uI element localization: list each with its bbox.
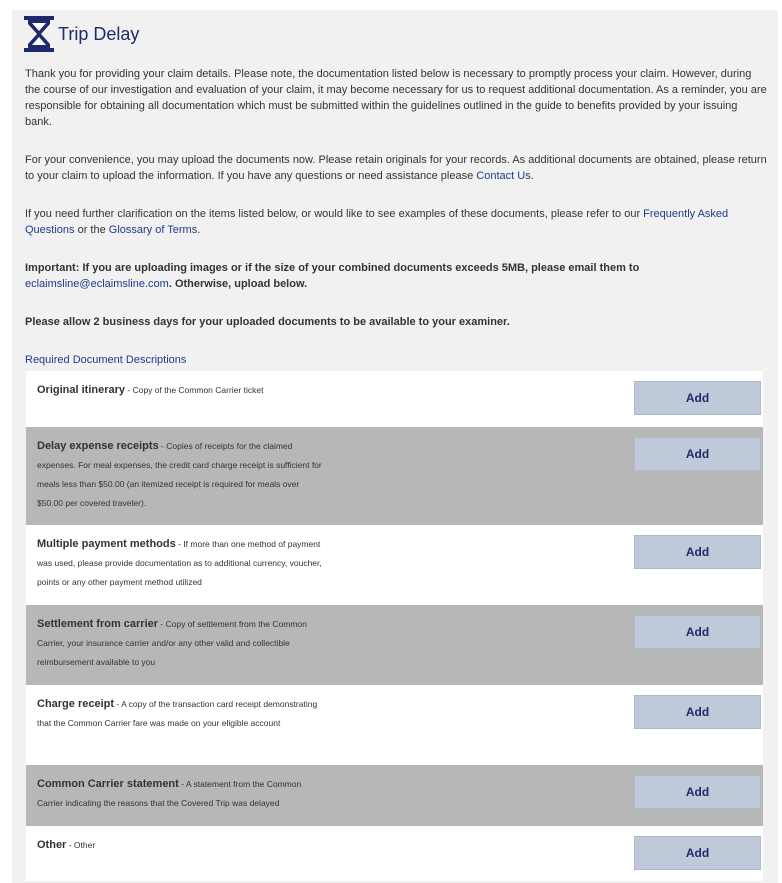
document-row: Delay expense receipts - Copies of receipts for the claimed expenses. For meal expenses, the credit card charge receipt is sufficient for meals less than $50.00 (an itemized receipt is required for meals over $50.00 per covered traveler). Add [26,427,763,525]
document-row: Common Carrier statement - A statement from the Common Carrier indicating the reasons that the Covered Trip was delayed Add [26,765,763,826]
contact-us-link[interactable]: Contact Us [476,170,531,182]
document-list [26,371,763,881]
add-common-carrier-statement-button[interactable]: Add [634,775,761,809]
document-row: Settlement from carrier - Copy of settlement from the Common Carrier, your insurance carrier and/or any other valid and collectible reimbursement available to you Add [26,605,763,685]
clarification-paragraph: If you need further clarification on the items listed below, or would like to see examples of these documents, please refer to our Frequently Asked Questions or the Glossary of Terms. [25,208,729,236]
add-multiple-payment-methods-button[interactable]: Add [634,535,761,569]
required-docs-link[interactable]: Required Document Descriptions [25,354,187,366]
intro-paragraph: Thank you for providing your claim details. Please note, the documentation listed below is necessary to promptly process your claim. However, during the course of our investigation and evaluation of your claim, it may become necessary for us to request additional documentation. As a reminder, you are responsible for obtaining all documentation which must be submitted within the guidelines outlined in the guide to benefits provided by your issuing bank. [25,68,767,128]
document-row: Other - Other Add [26,826,763,881]
glossary-link[interactable]: Glossary of Terms [108,224,198,236]
document-row: Charge receipt - A copy of the transaction card receipt demonstrating that the Common Carrier fare was made on your eligible account Add [26,685,763,765]
add-settlement-from-carrier-button[interactable]: Add [634,615,761,649]
page-title: Trip Delay [58,23,140,44]
faq-link[interactable]: Frequently Asked Questions [25,208,729,236]
add-charge-receipt-button[interactable]: Add [634,695,761,729]
add-delay-expense-receipts-button[interactable]: Add [634,437,761,471]
upload-paragraph: For your convenience, you may upload the documents now. Please retain originals for your records. As additional documents are obtained, please return to your claim to upload the information. If you have any questions or need assistance please Contact Us. [25,154,767,182]
document-row: Original itinerary - Copy of the Common Carrier ticket Add [26,371,763,427]
hourglass-icon [24,16,54,52]
add-other-button[interactable]: Add [634,836,761,870]
important-paragraph: Important: If you are uploading images or if the size of your combined documents exceeds 5MB, please email them to eclaimsline@eclaimsline.com. Otherwise, upload below. [25,262,640,290]
document-row: Multiple payment methods - If more than one method of payment was used, please provide documentation as to additional currency, voucher, points or any other payment method utilized Add [26,525,763,605]
page-header [24,16,139,52]
email-link[interactable]: eclaimsline@eclaimsline.com [25,278,169,290]
processing-notice: Please allow 2 business days for your uploaded documents to be available to your examiner. [25,316,510,328]
add-original-itinerary-button[interactable]: Add [634,381,761,415]
claim-panel [12,10,778,883]
instructions [25,66,767,368]
